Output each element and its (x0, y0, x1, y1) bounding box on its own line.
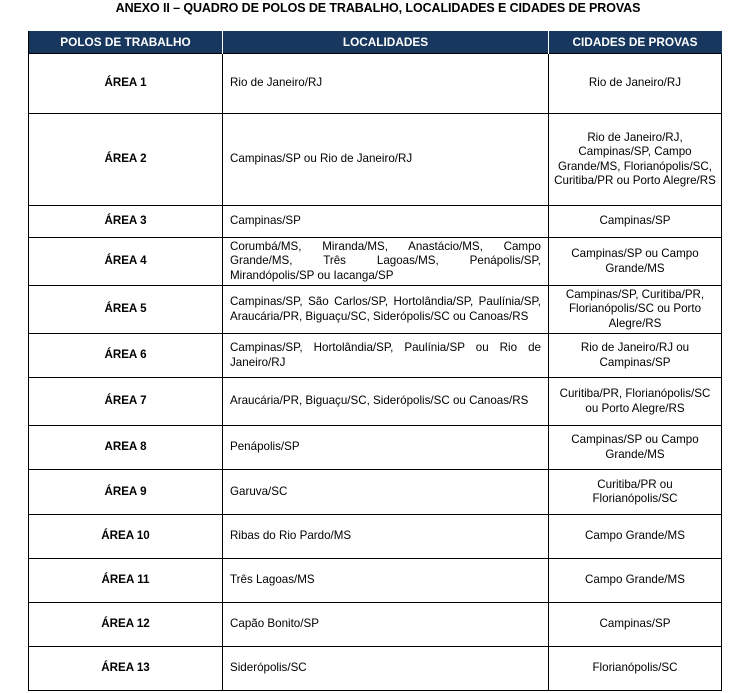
cidades-cell: Curitiba/PR, Florianópolis/SC ou Porto Alegre/RS (549, 378, 722, 426)
localidades-cell: Campinas/SP (223, 206, 549, 238)
area-cell: ÁREA 2 (29, 114, 223, 206)
area-cell: ÁREA 7 (29, 378, 223, 426)
table-row (29, 378, 722, 426)
localidades-cell: Capão Bonito/SP (223, 603, 549, 647)
cidades-cell: Florianópolis/SC (549, 647, 722, 691)
area-cell: ÁREA 3 (29, 206, 223, 238)
cidades-cell: Rio de Janeiro/RJ (549, 54, 722, 114)
localidades-cell: Campinas/SP, Hortolândia/SP, Paulínia/SP ou Rio de Janeiro/RJ (223, 334, 549, 378)
area-cell: ÁREA 9 (29, 470, 223, 515)
table-row (29, 114, 722, 206)
area-cell: ÁREA 10 (29, 515, 223, 559)
cidades-cell: Campinas/SP ou Campo Grande/MS (549, 238, 722, 286)
localidades-cell: Penápolis/SP (223, 426, 549, 470)
table-row (29, 603, 722, 647)
localidades-cell: Araucária/PR, Biguaçu/SC, Siderópolis/SC ou Canoas/RS (223, 378, 549, 426)
polos-table (28, 31, 722, 691)
cidades-cell: Campinas/SP ou Campo Grande/MS (549, 426, 722, 470)
table-row (29, 286, 722, 334)
table-row (29, 647, 722, 691)
table-row (29, 559, 722, 603)
cidades-cell: Campo Grande/MS (549, 559, 722, 603)
cidades-cell: Curitiba/PR ou Florianópolis/SC (549, 470, 722, 515)
localidades-cell: Garuva/SC (223, 470, 549, 515)
table-row (29, 334, 722, 378)
area-cell: AREA 8 (29, 426, 223, 470)
area-cell: ÁREA 1 (29, 54, 223, 114)
area-cell: ÁREA 11 (29, 559, 223, 603)
localidades-cell: Siderópolis/SC (223, 647, 549, 691)
table-header-row (29, 31, 722, 54)
header-cidades: CIDADES DE PROVAS (549, 31, 722, 54)
table-row (29, 426, 722, 470)
cidades-cell: Campinas/SP, Curitiba/PR, Florianópolis/SC ou Porto Alegre/RS (549, 286, 722, 334)
cidades-cell: Rio de Janeiro/RJ ou Campinas/SP (549, 334, 722, 378)
cidades-cell: Rio de Janeiro/RJ, Campinas/SP, Campo Grande/MS, Florianópolis/SC, Curitiba/PR ou Porto Alegre/RS (549, 114, 722, 206)
table-row (29, 54, 722, 114)
localidades-cell: Três Lagoas/MS (223, 559, 549, 603)
localidades-cell: Campinas/SP, São Carlos/SP, Hortolândia/SP, Paulínia/SP, Araucária/PR, Biguaçu/SC, Siderópolis/SC ou Canoas/RS (223, 286, 549, 334)
area-cell: ÁREA 12 (29, 603, 223, 647)
header-localidades: LOCALIDADES (223, 31, 549, 54)
cidades-cell: Campo Grande/MS (549, 515, 722, 559)
table-row (29, 206, 722, 238)
area-cell: ÁREA 13 (29, 647, 223, 691)
localidades-cell: Corumbá/MS, Miranda/MS, Anastácio/MS, Campo Grande/MS, Três Lagoas/MS, Penápolis/SP, Mirandópolis/SP ou Iacanga/SP (223, 238, 549, 286)
localidades-cell: Ribas do Rio Pardo/MS (223, 515, 549, 559)
cidades-cell: Campinas/SP (549, 603, 722, 647)
table-row (29, 470, 722, 515)
cidades-cell: Campinas/SP (549, 206, 722, 238)
area-cell: ÁREA 5 (29, 286, 223, 334)
area-cell: ÁREA 4 (29, 238, 223, 286)
table-row (29, 238, 722, 286)
localidades-cell: Campinas/SP ou Rio de Janeiro/RJ (223, 114, 549, 206)
localidades-cell: Rio de Janeiro/RJ (223, 54, 549, 114)
header-polos: POLOS DE TRABALHO (29, 31, 223, 54)
document-title: ANEXO II – QUADRO DE POLOS DE TRABALHO, LOCALIDADES E CIDADES DE PROVAS (115, 1, 641, 15)
area-cell: ÁREA 6 (29, 334, 223, 378)
table-row (29, 515, 722, 559)
